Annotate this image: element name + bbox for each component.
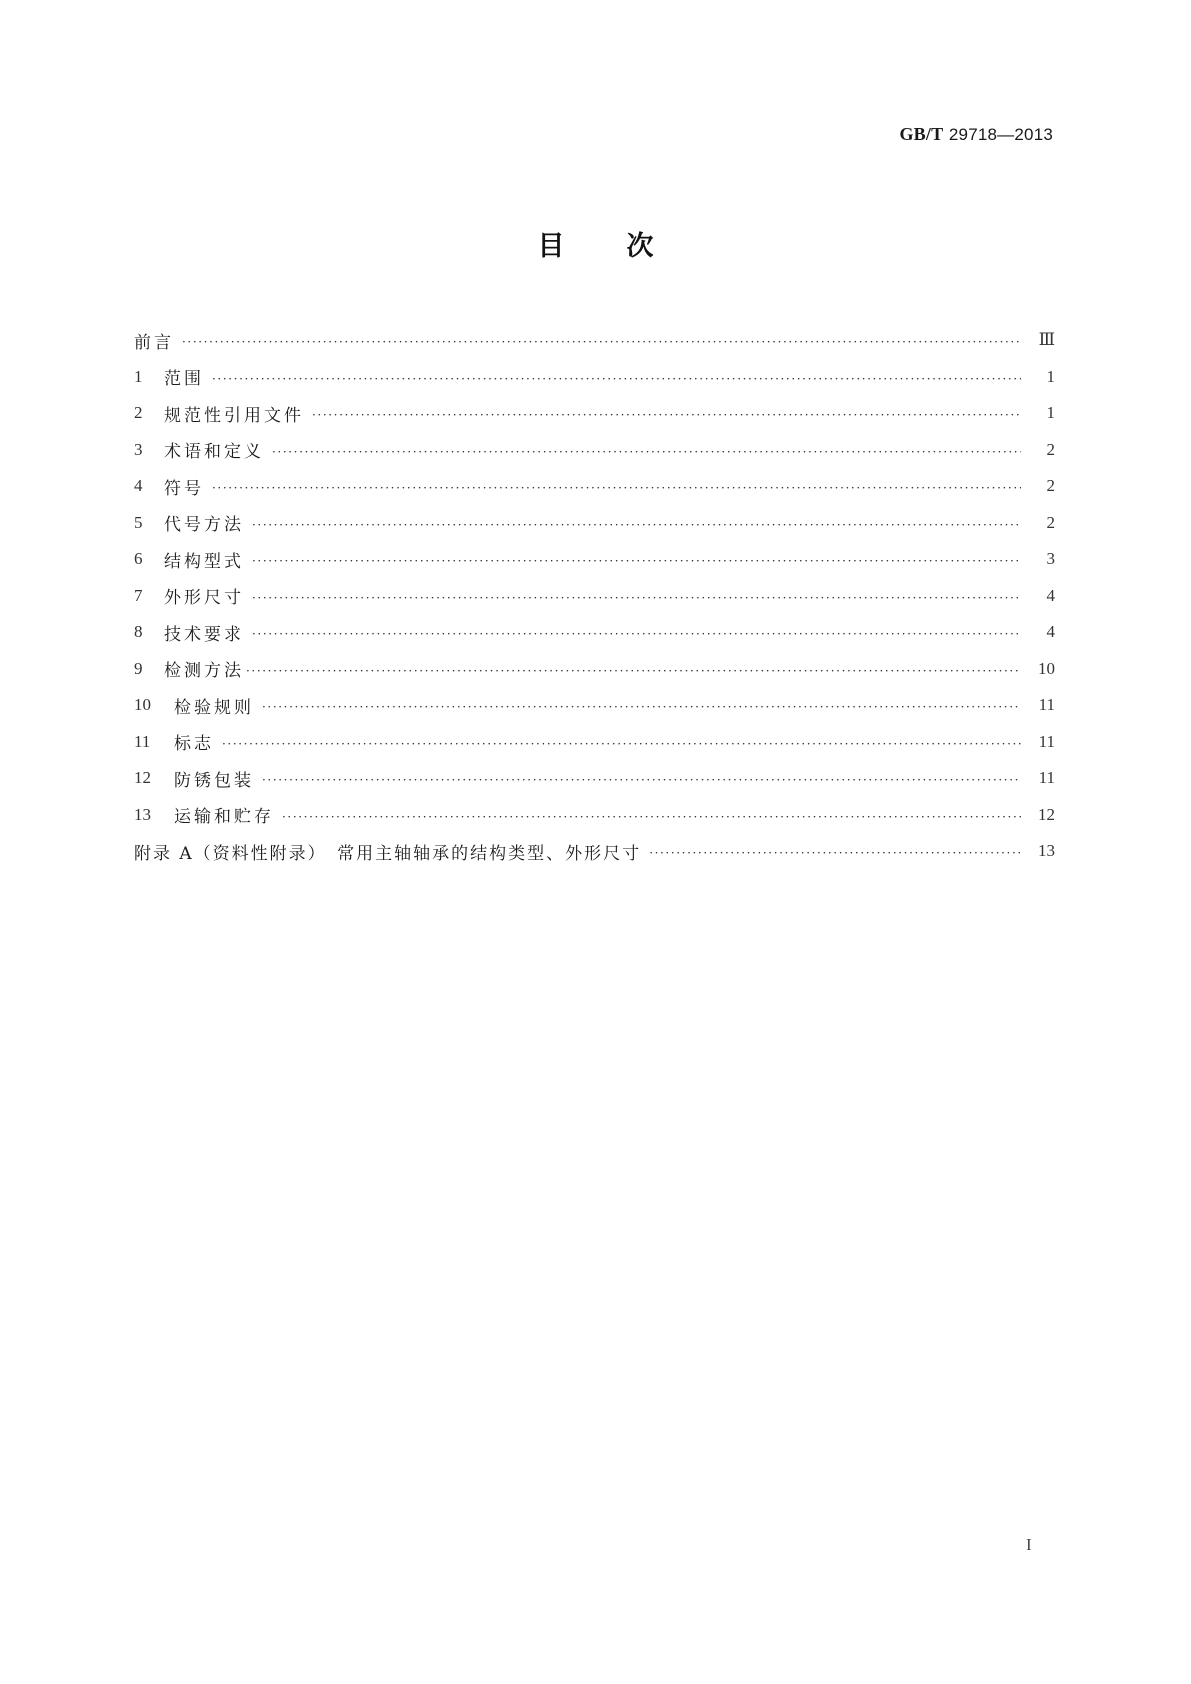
toc-entry[interactable] <box>134 432 1055 469</box>
toc-entry-label: 检测方法 <box>164 661 244 682</box>
dot-leader <box>252 624 1021 640</box>
toc-entry-page: 2 <box>1046 439 1055 459</box>
toc-entry-label: 规范性引用文件 <box>164 405 304 426</box>
toc-entry[interactable] <box>134 614 1055 651</box>
toc-entry-number: 12 <box>134 768 151 788</box>
dot-leader <box>252 515 1021 531</box>
toc-entry-number: 8 <box>134 622 143 642</box>
table-of-contents <box>134 322 1055 870</box>
toc-entry-appendix-a[interactable] <box>134 833 1055 870</box>
toc-entry-label: 范围 <box>164 369 204 390</box>
standard-code <box>899 124 1053 145</box>
page-number: I <box>1026 1535 1032 1554</box>
toc-entry-label: 运输和贮存 <box>174 807 274 828</box>
toc-entry[interactable] <box>134 578 1055 615</box>
toc-entry-number: 7 <box>134 585 143 605</box>
toc-entry-page: Ⅲ <box>1038 330 1055 350</box>
dot-leader <box>252 588 1021 604</box>
toc-entry-page: 4 <box>1046 585 1055 605</box>
dot-leader <box>649 843 1021 859</box>
toc-entry-number: 10 <box>134 695 151 715</box>
toc-entry[interactable] <box>134 651 1055 688</box>
standard-prefix: GB/T <box>899 124 944 144</box>
toc-entry[interactable] <box>134 687 1055 724</box>
dot-leader <box>282 807 1021 823</box>
toc-entry-label: 外形尺寸 <box>164 588 244 609</box>
toc-entry-page: 11 <box>1038 731 1055 751</box>
toc-entry-page: 13 <box>1038 841 1055 861</box>
toc-entry-page: 11 <box>1038 768 1055 788</box>
toc-entry[interactable] <box>134 395 1055 432</box>
toc-entry-label: 符号 <box>164 478 204 499</box>
dot-leader <box>212 369 1021 385</box>
toc-entry-number: 2 <box>134 403 143 423</box>
toc-entry-label: 前言 <box>134 332 174 353</box>
toc-entry-label: 防锈包装 <box>174 770 254 791</box>
toc-entry-label: 术语和定义 <box>164 442 264 463</box>
toc-entry-number: 9 <box>134 658 143 678</box>
toc-entry-label: 标志 <box>174 734 214 755</box>
dot-leader <box>312 405 1021 421</box>
dot-leader <box>246 661 1021 677</box>
toc-entry-number: 13 <box>134 804 151 824</box>
toc-entry-label: 检验规则 <box>174 697 254 718</box>
toc-entry[interactable] <box>134 359 1055 396</box>
toc-entry[interactable] <box>134 724 1055 761</box>
dot-leader <box>272 442 1021 458</box>
toc-entry-page: 11 <box>1038 695 1055 715</box>
title-char-2: 次 <box>626 231 654 262</box>
toc-entry-page: 4 <box>1046 622 1055 642</box>
page-title <box>0 224 1191 263</box>
toc-entry-page: 1 <box>1046 366 1055 386</box>
toc-entry-page: 1 <box>1046 403 1055 423</box>
toc-entry[interactable] <box>134 468 1055 505</box>
toc-entry[interactable] <box>134 505 1055 542</box>
toc-entry-number: 5 <box>134 512 143 532</box>
dot-leader <box>222 734 1021 750</box>
toc-entry-number: 3 <box>134 439 143 459</box>
toc-entry-page: 3 <box>1046 549 1055 569</box>
dot-leader <box>182 332 1021 348</box>
toc-entry-number: 11 <box>134 731 151 751</box>
title-char-1: 目 <box>537 231 565 262</box>
toc-entry-page: 12 <box>1038 804 1055 824</box>
dot-leader <box>252 551 1021 567</box>
toc-entry-page: 2 <box>1046 476 1055 496</box>
toc-entry-page: 10 <box>1038 658 1055 678</box>
toc-entry[interactable] <box>134 760 1055 797</box>
toc-entry-label: 结构型式 <box>164 551 244 572</box>
toc-entry-number: 4 <box>134 476 143 496</box>
toc-entry-label: 技术要求 <box>164 624 244 645</box>
toc-entry[interactable] <box>134 797 1055 834</box>
dot-leader <box>262 770 1021 786</box>
toc-entry-label: 代号方法 <box>164 515 244 536</box>
toc-entry-page: 2 <box>1046 512 1055 532</box>
dot-leader <box>212 478 1021 494</box>
toc-entry-foreword[interactable] <box>134 322 1055 359</box>
toc-entry-number: 6 <box>134 549 143 569</box>
dot-leader <box>262 697 1021 713</box>
toc-entry[interactable] <box>134 541 1055 578</box>
toc-entry-label: 附录 A（资料性附录） 常用主轴轴承的结构类型、外形尺寸 <box>134 843 642 864</box>
toc-entry-number: 1 <box>134 366 143 386</box>
standard-number: 29718—2013 <box>948 125 1053 144</box>
